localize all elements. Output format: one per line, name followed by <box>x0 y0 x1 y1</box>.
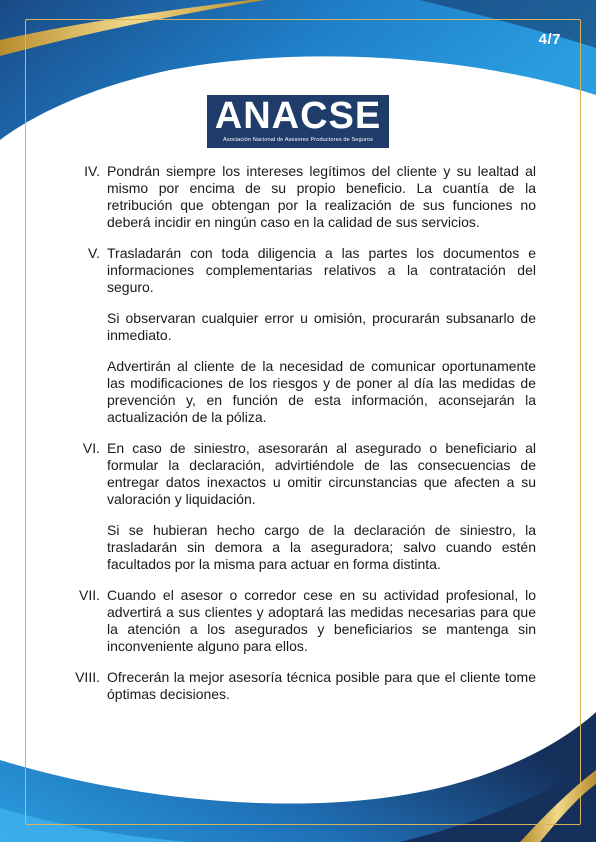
anacse-logo <box>207 95 389 148</box>
logo-subtitle: Asociación Nacional de Asesores Productores de Seguros <box>223 137 373 143</box>
paragraph: Cuando el asesor o corredor cese en su actividad profesional, lo advertirá a sus clientes y adoptará las medidas necesarias para que la atención a los asegurados y beneficiarios se mantenga sin inconveniente alguno para ellos. <box>107 587 536 654</box>
list-item-vi <box>70 440 536 573</box>
page-number: 4/7 <box>538 31 561 48</box>
list-item-viii <box>70 669 536 703</box>
item-number: V. <box>88 245 100 261</box>
paragraph: Pondrán siempre los intereses legítimos del cliente y su lealtad al mismo por encima de su propio beneficio. La cuantía de la retribución que obtengan por la realización de sus funciones no deberá incidir en ningún caso en la calidad de sus servicios. <box>107 163 536 230</box>
item-number: VIII. <box>75 669 100 685</box>
item-number: VI. <box>82 440 100 456</box>
paragraph: En caso de siniestro, asesorarán al asegurado o beneficiario al formular la declaración, advirtiéndole de las consecuencias de entregar datos inexactos u omitir circunstancias que afecten a su valoración y liquidación. <box>107 440 536 507</box>
list-item-v <box>70 245 536 426</box>
paragraph: Advertirán al cliente de la necesidad de comunicar oportunamente las modificaciones de los riesgos y de poner al día las medidas de prevención y, en función de esta información, aconsejarán la actualización de la póliza. <box>107 358 536 425</box>
list-item-iv <box>70 163 536 231</box>
paragraph: Ofrecerán la mejor asesoría técnica posible para que el cliente tome óptimas decisiones. <box>107 669 536 702</box>
logo-name: ANACSE <box>214 95 382 137</box>
paragraph: Si se hubieran hecho cargo de la declaración de siniestro, la trasladarán sin demora a la aseguradora; salvo cuando estén facultados por la misma para actuar en forma distinta. <box>107 522 536 572</box>
paragraph: Si observaran cualquier error u omisión, procurarán subsanarlo de inmediato. <box>107 310 536 343</box>
list-item-vii <box>70 587 536 655</box>
item-number: IV. <box>84 163 100 179</box>
paragraph: Trasladarán con toda diligencia a las partes los documentos e informaciones complementarias relativos a la contratación del seguro. <box>107 245 536 295</box>
item-number: VII. <box>78 587 100 603</box>
document-body <box>70 163 536 717</box>
